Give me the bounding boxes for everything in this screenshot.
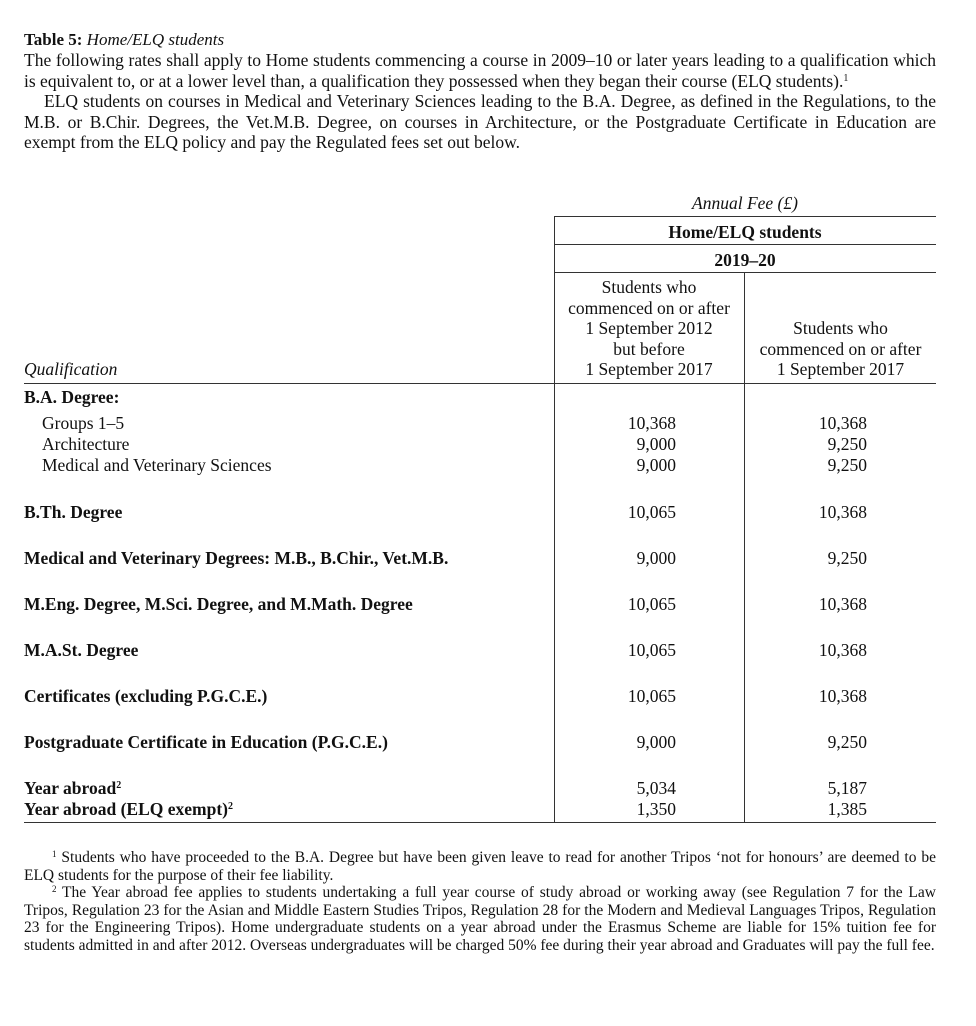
fee-value: 10,065	[627, 686, 676, 706]
year-header: 2019–20	[714, 250, 776, 270]
table-row-name: M.A.St. Degree	[24, 640, 139, 660]
fee-value: 10,368	[818, 502, 867, 522]
footnote-mark: 1	[52, 849, 57, 859]
fee-value: 10,065	[627, 502, 676, 522]
footnote-ref-1: 1	[843, 72, 849, 84]
fee-value: 9,000	[636, 548, 676, 568]
divider	[24, 822, 936, 823]
intro-paragraph-1-text: The following rates shall apply to Home students commencing a course in 2009–10 or later years leading to a qualification which is equivalent to, or at a lower level than, a qualification they possessed when they began their course (ELQ students).	[24, 50, 936, 91]
table-row-name-text: Year abroad	[24, 778, 117, 798]
ba-degree-label: B.A. Degree:	[24, 387, 120, 407]
fee-value: 10,065	[627, 594, 676, 614]
divider	[554, 216, 936, 217]
col1-header-line: Students who	[601, 277, 697, 297]
fee-value: 10,368	[818, 413, 867, 433]
fee-value: 10,065	[627, 640, 676, 660]
footnote-mark: 2	[52, 884, 57, 895]
footnote	[24, 884, 936, 954]
table-row-name: Groups 1–5	[42, 413, 125, 433]
table-heading-title: Home/ELQ students	[86, 30, 225, 49]
col1-header-line: but before	[613, 338, 685, 359]
table-row-name: Medical and Veterinary Sciences	[42, 455, 272, 475]
fee-value: 9,000	[636, 732, 676, 752]
col1-header-line: commenced on or after	[568, 297, 730, 318]
fee-value: 9,250	[827, 455, 867, 475]
intro-paragraph-1	[24, 50, 936, 91]
col2-header-line: 1 September 2017	[776, 359, 905, 379]
fee-value: 10,368	[818, 640, 867, 660]
intro-section	[24, 30, 936, 153]
footnote-text: The Year abroad fee applies to students undertaking a full year course of study abroad or working away (see Regulation 7 for the Law Tripos, Regulation 23 for the Asian and Middle Eastern Studies Tripos, Regulation 28 for the Modern and Medieval Languages Tripos, Regulation 23 for the Engineering Tripos). Home undergraduate students on a year abroad under the Erasmus Scheme are liable for 15% tuition fee for students admitted in and after 2012. Overseas undergraduates will be charged 50% fee during their year abroad and Graduates will pay the full fee.	[24, 884, 936, 954]
footnotes	[24, 849, 936, 955]
table-heading	[24, 30, 936, 50]
annual-fee-header: Annual Fee (£)	[692, 193, 798, 213]
table-row-name	[24, 799, 233, 820]
table-row-name: Architecture	[42, 434, 130, 454]
table-row-name: M.Eng. Degree, M.Sci. Degree, and M.Math. Degree	[24, 594, 413, 614]
group-header: Home/ELQ students	[668, 222, 822, 242]
table-row-name: Postgraduate Certificate in Education (P.G.C.E.)	[24, 732, 388, 752]
col2-header-line: Students who	[793, 318, 888, 338]
fee-value: 10,368	[818, 594, 867, 614]
fee-value: 9,250	[827, 548, 867, 568]
table-row-name: B.Th. Degree	[24, 502, 123, 522]
table-row-name: Medical and Veterinary Degrees: M.B., B.Chir., Vet.M.B.	[24, 548, 449, 568]
col2-header	[745, 318, 936, 380]
fee-value: 1,350	[636, 799, 676, 819]
fee-value: 10,368	[818, 686, 867, 706]
divider	[24, 383, 936, 384]
col1-header-line: 1 September 2017	[585, 359, 713, 379]
fee-value: 9,250	[827, 434, 867, 454]
footnote-text: Students who have proceeded to the B.A. Degree but have been given leave to read for another Tripos ‘not for honours’ are deemed to be ELQ students for the purpose of their fee liability.	[24, 849, 936, 884]
table-heading-label: Table 5:	[24, 30, 83, 49]
footnote-ref-2: 2	[228, 801, 233, 812]
fee-table	[24, 193, 936, 823]
col2-header-line: commenced on or after	[759, 338, 922, 359]
table-row-name	[24, 778, 121, 799]
fee-value: 5,187	[827, 778, 867, 798]
fee-value: 10,368	[627, 413, 676, 433]
divider	[554, 244, 936, 245]
divider	[554, 272, 936, 273]
table-row-name: Certificates (excluding P.G.C.E.)	[24, 686, 268, 706]
footnote-ref-2: 2	[116, 780, 122, 791]
table-row-name-text: Year abroad (ELQ exempt)	[24, 799, 228, 819]
footnote	[24, 849, 936, 884]
intro-paragraph-2: ELQ students on courses in Medical and Veterinary Sciences leading to the B.A. Degree, as defined in the Regulations, to the M.B. or B.Chir. Degrees, the Vet.M.B. Degree, on courses in Architecture, or the Postgraduate Certificate in Education are exempt from the ELQ policy and pay the Regulated fees set out below.	[24, 91, 936, 152]
fee-value: 9,000	[636, 455, 676, 475]
col1-header-line: 1 September 2012	[585, 318, 713, 338]
col1-header	[554, 277, 744, 380]
fee-value: 5,034	[636, 778, 676, 798]
qualification-header: Qualification	[24, 359, 118, 379]
fee-value: 1,385	[827, 799, 867, 819]
fee-value: 9,000	[636, 434, 676, 454]
fee-value: 9,250	[827, 732, 867, 752]
